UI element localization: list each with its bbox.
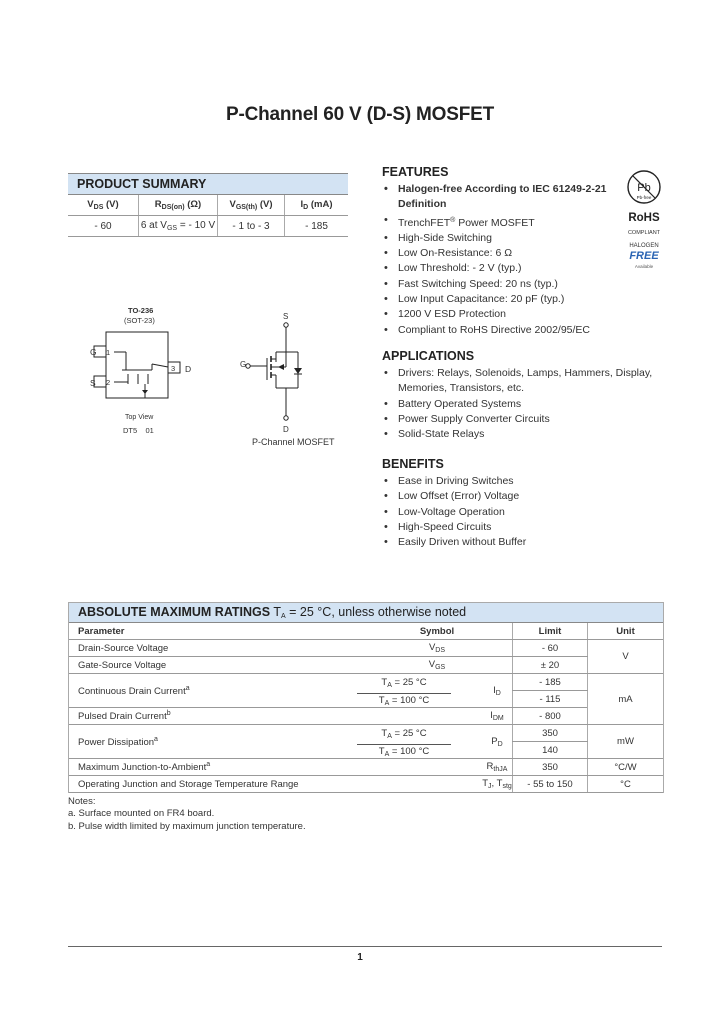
table-row: - 115 <box>69 691 663 708</box>
ps-vgs-value: - 1 to - 3 <box>218 216 285 237</box>
amr-heading: ABSOLUTE MAXIMUM RATINGS $T_A = 25$ °C, unless otherwise noted <box>69 603 663 622</box>
list-item: • Drivers: Relays, Solenoids, Lamps, Hammers, Display, Memories, Transistors, etc. <box>382 366 667 397</box>
page-title: P-Channel 60 V (D-S) MOSFET <box>225 104 494 125</box>
ps-col-vgs: $V_{GS(th)}$ (V) <box>218 195 285 216</box>
list-item: • Low-Voltage Operation <box>382 505 667 520</box>
product-summary-heading: PRODUCT SUMMARY <box>68 173 348 194</box>
note-a: a. Surface mounted on FR4 board. <box>68 808 215 820</box>
amr-header-parameter: Parameter <box>69 623 362 640</box>
list-item: • Low Offset (Error) Voltage <box>382 489 667 504</box>
list-item: • High-Speed Circuits <box>382 520 667 535</box>
page-number: 1 <box>357 952 363 963</box>
package-pin2: 2 <box>106 378 111 387</box>
table-row: Operating Junction and Storage Temperature Range $T_J$, $T_{stg}$ - 55 to 150 °C <box>69 776 663 793</box>
pd-conditions: $T_A = 25$ °C $T_A = 100$ °C <box>357 727 451 762</box>
table-row: 140 <box>69 742 663 759</box>
table-row: Power Dissipation$^a$ $T_A = 25$ °C $T_A = 100$ °C $P_D$ 350 mW <box>69 725 663 742</box>
applications-heading: APPLICATIONS <box>382 349 475 363</box>
footer-divider <box>68 946 662 947</box>
table-row: Drain-Source Voltage $V_{DS}$ - 60 V <box>69 640 663 657</box>
halogen-label: HALOGEN <box>629 243 659 249</box>
package-pin-g-label: G <box>90 347 97 357</box>
amr-header-limit: Limit <box>513 623 588 640</box>
schematic-label-d: D <box>283 425 289 434</box>
list-item: • Battery Operated Systems <box>382 397 667 412</box>
mosfet-schematic <box>240 318 320 428</box>
notes-heading: Notes: <box>68 796 96 807</box>
features-heading: FEATURES <box>382 165 449 179</box>
list-item: • Halogen-free According to IEC 61249-2-21 Definition <box>382 182 622 213</box>
ps-vds-value: - 60 <box>68 216 139 237</box>
package-pin1: 1 <box>106 348 111 357</box>
ps-col-rds: $R_{DS(on)}$ (Ω) <box>139 195 218 216</box>
halogen-available: Available <box>634 264 654 269</box>
rohs-logo: RoHS <box>628 212 660 224</box>
ps-col-id: $I_D$ (mA) <box>285 195 349 216</box>
table-row: Gate-Source Voltage $V_{GS}$ ± 20 <box>69 657 663 674</box>
package-view-label: Top View <box>125 414 154 421</box>
note-b: b. Pulse width limited by maximum junction temperature. <box>68 820 306 832</box>
schematic-caption: P-Channel MOSFET <box>252 437 335 447</box>
amr-header-symbol: Symbol <box>362 623 513 640</box>
list-item: • High-Side Switching <box>382 231 622 246</box>
package-diagram <box>86 326 196 408</box>
benefits-heading: BENEFITS <box>382 457 444 471</box>
package-name: TO-236 <box>128 306 154 315</box>
features-list <box>382 182 622 338</box>
table-row: Pulsed Drain Current$^b$ $I_{DM}$ - 800 <box>69 708 663 725</box>
list-item: • 1200 V ESD Protection <box>382 307 622 322</box>
halogen-free-logo: FREE <box>629 250 659 262</box>
id-conditions: $T_A = 25$ °C $T_A = 100$ °C <box>357 676 451 711</box>
applications-list <box>382 366 667 442</box>
list-item: • Low Input Capacitance: 20 pF (typ.) <box>382 292 622 307</box>
pb-free-logo-icon <box>624 168 664 208</box>
package-alt-name: (SOT-23) <box>124 316 155 325</box>
schematic-label-s: S <box>283 312 289 321</box>
package-pin-s-label: S <box>90 378 96 388</box>
pb-symbol: Pb <box>637 182 651 194</box>
list-item: • Solid-State Relays <box>382 427 667 442</box>
absolute-maximum-ratings-table <box>68 602 664 793</box>
product-summary-table <box>68 173 348 237</box>
ps-col-vds: $V_{DS}$ (V) <box>68 195 139 216</box>
list-item: • Easily Driven without Buffer <box>382 535 667 550</box>
list-item: • Ease in Driving Switches <box>382 474 667 489</box>
notes <box>68 796 306 833</box>
package-pin-d-label: D <box>185 364 192 374</box>
pb-free-text: Pb-free <box>636 195 652 200</box>
list-item: • Fast Switching Speed: 20 ns (typ.) <box>382 277 622 292</box>
table-row: Maximum Junction-to-Ambient$^a$ $R_{thJA}$ 350 °C/W <box>69 759 663 776</box>
table-row: Continuous Drain Current$^a$ $T_A = 25$ °C $T_A = 100$ °C $I_D$ - 185 mA <box>69 674 663 691</box>
list-item: • TrenchFET® Power MOSFET <box>382 213 622 231</box>
package-marking: DT5 01 <box>123 426 154 435</box>
list-item: • Power Supply Converter Circuits <box>382 412 667 427</box>
list-item: • Low Threshold: - 2 V (typ.) <box>382 261 622 276</box>
rohs-compliant: COMPLIANT <box>627 230 661 236</box>
package-pin3: 3 <box>171 364 176 373</box>
amr-header-unit: Unit <box>588 623 664 640</box>
list-item: • Low On-Resistance: 6 Ω <box>382 246 622 261</box>
ps-id-value: - 185 <box>285 216 349 237</box>
schematic-label-g: G <box>240 360 247 369</box>
list-item: • Compliant to RoHS Directive 2002/95/EC <box>382 323 622 338</box>
benefits-list <box>382 474 667 550</box>
ps-rds-value: 6 at $V_{GS}$ = - 10 V <box>139 216 218 237</box>
